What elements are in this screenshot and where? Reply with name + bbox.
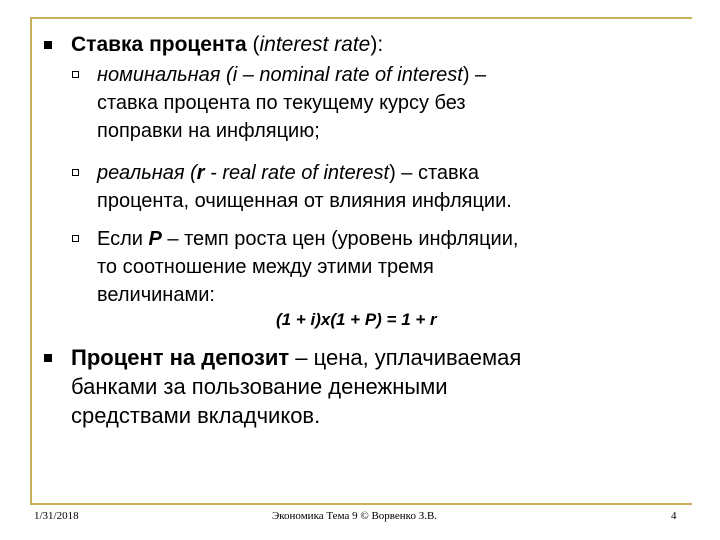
sub2-line2: процента, очищенная от влияния инфляции. bbox=[97, 190, 512, 212]
sub1-term: номинальная bbox=[97, 64, 221, 86]
sub1-line1 bbox=[97, 61, 486, 89]
sub1-line3: поправки на инфляцию; bbox=[97, 120, 320, 142]
bullet1-title-close: ): bbox=[370, 33, 384, 56]
sub2-tail: ) – ставка bbox=[389, 162, 479, 184]
footer-date: 1/31/2018 bbox=[34, 510, 79, 522]
sub1-tail: ) – bbox=[462, 64, 487, 86]
footer-page-number: 4 bbox=[671, 510, 677, 522]
sub1-english: – nominal rate of interest bbox=[237, 64, 463, 86]
sub1-paren: ( bbox=[220, 64, 233, 86]
sub3-line1 bbox=[97, 225, 518, 253]
bullet1-title-bold: Ставка процента bbox=[71, 33, 247, 56]
bullet2-title-bold: Процент на депозит bbox=[71, 345, 290, 370]
sub3-start: Если bbox=[97, 228, 149, 250]
sub3-var: P bbox=[148, 228, 162, 250]
bullet2-line1 bbox=[71, 343, 521, 373]
sub2-line1 bbox=[97, 159, 479, 187]
bullet-marker-2 bbox=[44, 354, 52, 362]
sub-bullet-marker-1 bbox=[72, 71, 79, 78]
sub2-term: реальная bbox=[97, 162, 185, 184]
sub1-var: i bbox=[232, 64, 238, 86]
bullet2-line3: средствами вкладчиков. bbox=[71, 403, 321, 428]
sub2-paren: ( bbox=[184, 162, 197, 184]
sub2-var: r bbox=[196, 162, 205, 184]
slide-frame-top bbox=[30, 17, 692, 19]
sub1-line2: ставка процента по текущему курсу без bbox=[97, 92, 466, 114]
sub3-line2: то соотношение между этими тремя bbox=[97, 256, 434, 278]
bullet-marker-1 bbox=[44, 41, 52, 49]
sub3-rest: – темп роста цен (уровень инфляции, bbox=[161, 228, 519, 250]
bullet2-line1-rest: – цена, уплачиваемая bbox=[289, 345, 522, 370]
formula: (1 + i)x(1 + P) = 1 + r bbox=[276, 310, 437, 329]
footer-center: Экономика Тема 9 © Ворвенко З.В. bbox=[272, 510, 438, 522]
bullet1-title bbox=[71, 31, 383, 59]
slide-frame-bottom bbox=[30, 503, 692, 505]
sub2-english: - real rate of interest bbox=[204, 162, 390, 184]
sub-bullet-marker-3 bbox=[72, 235, 79, 242]
bullet2-line2: банками за пользование денежными bbox=[71, 374, 448, 399]
sub3-line3: величинами: bbox=[97, 284, 215, 306]
bullet1-title-open: ( bbox=[246, 33, 260, 56]
sub-bullet-marker-2 bbox=[72, 169, 79, 176]
slide-frame-left bbox=[30, 17, 32, 503]
bullet1-title-italic: interest rate bbox=[259, 33, 371, 56]
